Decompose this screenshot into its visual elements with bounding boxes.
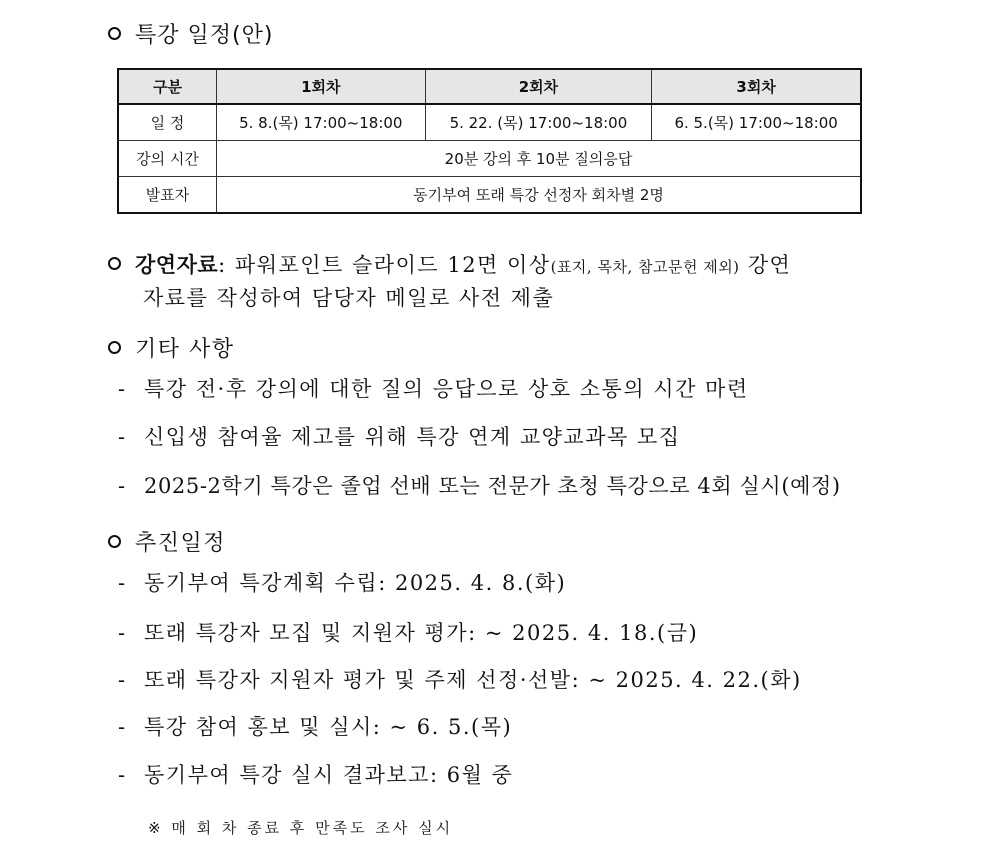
table-cell: 20분 강의 후 10분 질의응답 — [217, 141, 862, 177]
list-item: - 동기부여 특강계획 수립: 2025. 4. 8.(화) — [118, 571, 567, 595]
materials-paragraph-line2: 자료를 작성하여 담당자 메일로 사전 제출 — [143, 286, 555, 310]
plan-heading: 추진일정 — [108, 526, 226, 557]
survey-note: ※ 매 회 차 종료 후 만족도 조사 실시 — [148, 819, 454, 837]
circle-bullet-icon — [108, 27, 121, 40]
table-header-row — [118, 69, 861, 104]
list-item: - 특강 참여 홍보 및 실시: ~ 6. 5.(목) — [118, 715, 513, 739]
header-cell: 3회차 — [652, 69, 861, 104]
materials-paragraph: 강연자료: 파워포인트 슬라이드 12면 이상(표지, 목차, 참고문헌 제외) 강연 — [108, 249, 791, 284]
list-item: - 또래 특강자 모집 및 지원자 평가: ~ 2025. 4. 18.(금) — [118, 621, 699, 645]
header-cell: 2회차 — [425, 69, 652, 104]
row-label: 발표자 — [118, 177, 217, 214]
table-cell: 5. 8.(목) 17:00~18:00 — [217, 104, 426, 141]
list-item: - 2025-2학기 특강은 졸업 선배 또는 전문가 초청 특강으로 4회 실시(예정) — [118, 474, 841, 498]
materials-title: 강연자료 — [135, 253, 219, 277]
table-cell: 5. 22. (목) 17:00~18:00 — [425, 104, 652, 141]
table-row — [118, 104, 861, 141]
list-item: - 신입생 참여율 제고를 위해 특강 연계 교양교과목 모집 — [118, 425, 681, 449]
circle-bullet-icon — [108, 341, 121, 354]
header-cell: 1회차 — [217, 69, 426, 104]
table-row — [118, 177, 861, 214]
table-cell: 동기부여 또래 특강 선정자 회차별 2명 — [217, 177, 862, 214]
table-cell: 6. 5.(목) 17:00~18:00 — [652, 104, 861, 141]
header-cell: 구분 — [118, 69, 217, 104]
row-label: 일 정 — [118, 104, 217, 141]
schedule-heading: 특강 일정(안) — [108, 18, 273, 49]
row-label: 강의 시간 — [118, 141, 217, 177]
schedule-table — [117, 68, 862, 214]
table-row — [118, 141, 861, 177]
list-item: - 또래 특강자 지원자 평가 및 주제 선정·선발: ~ 2025. 4. 22.(화) — [118, 668, 802, 692]
other-heading: 기타 사항 — [108, 332, 235, 363]
circle-bullet-icon — [108, 257, 121, 270]
circle-bullet-icon — [108, 535, 121, 548]
list-item: - 동기부여 특강 실시 결과보고: 6월 중 — [118, 763, 514, 787]
list-item: - 특강 전·후 강의에 대한 질의 응답으로 상호 소통의 시간 마련 — [118, 377, 749, 401]
